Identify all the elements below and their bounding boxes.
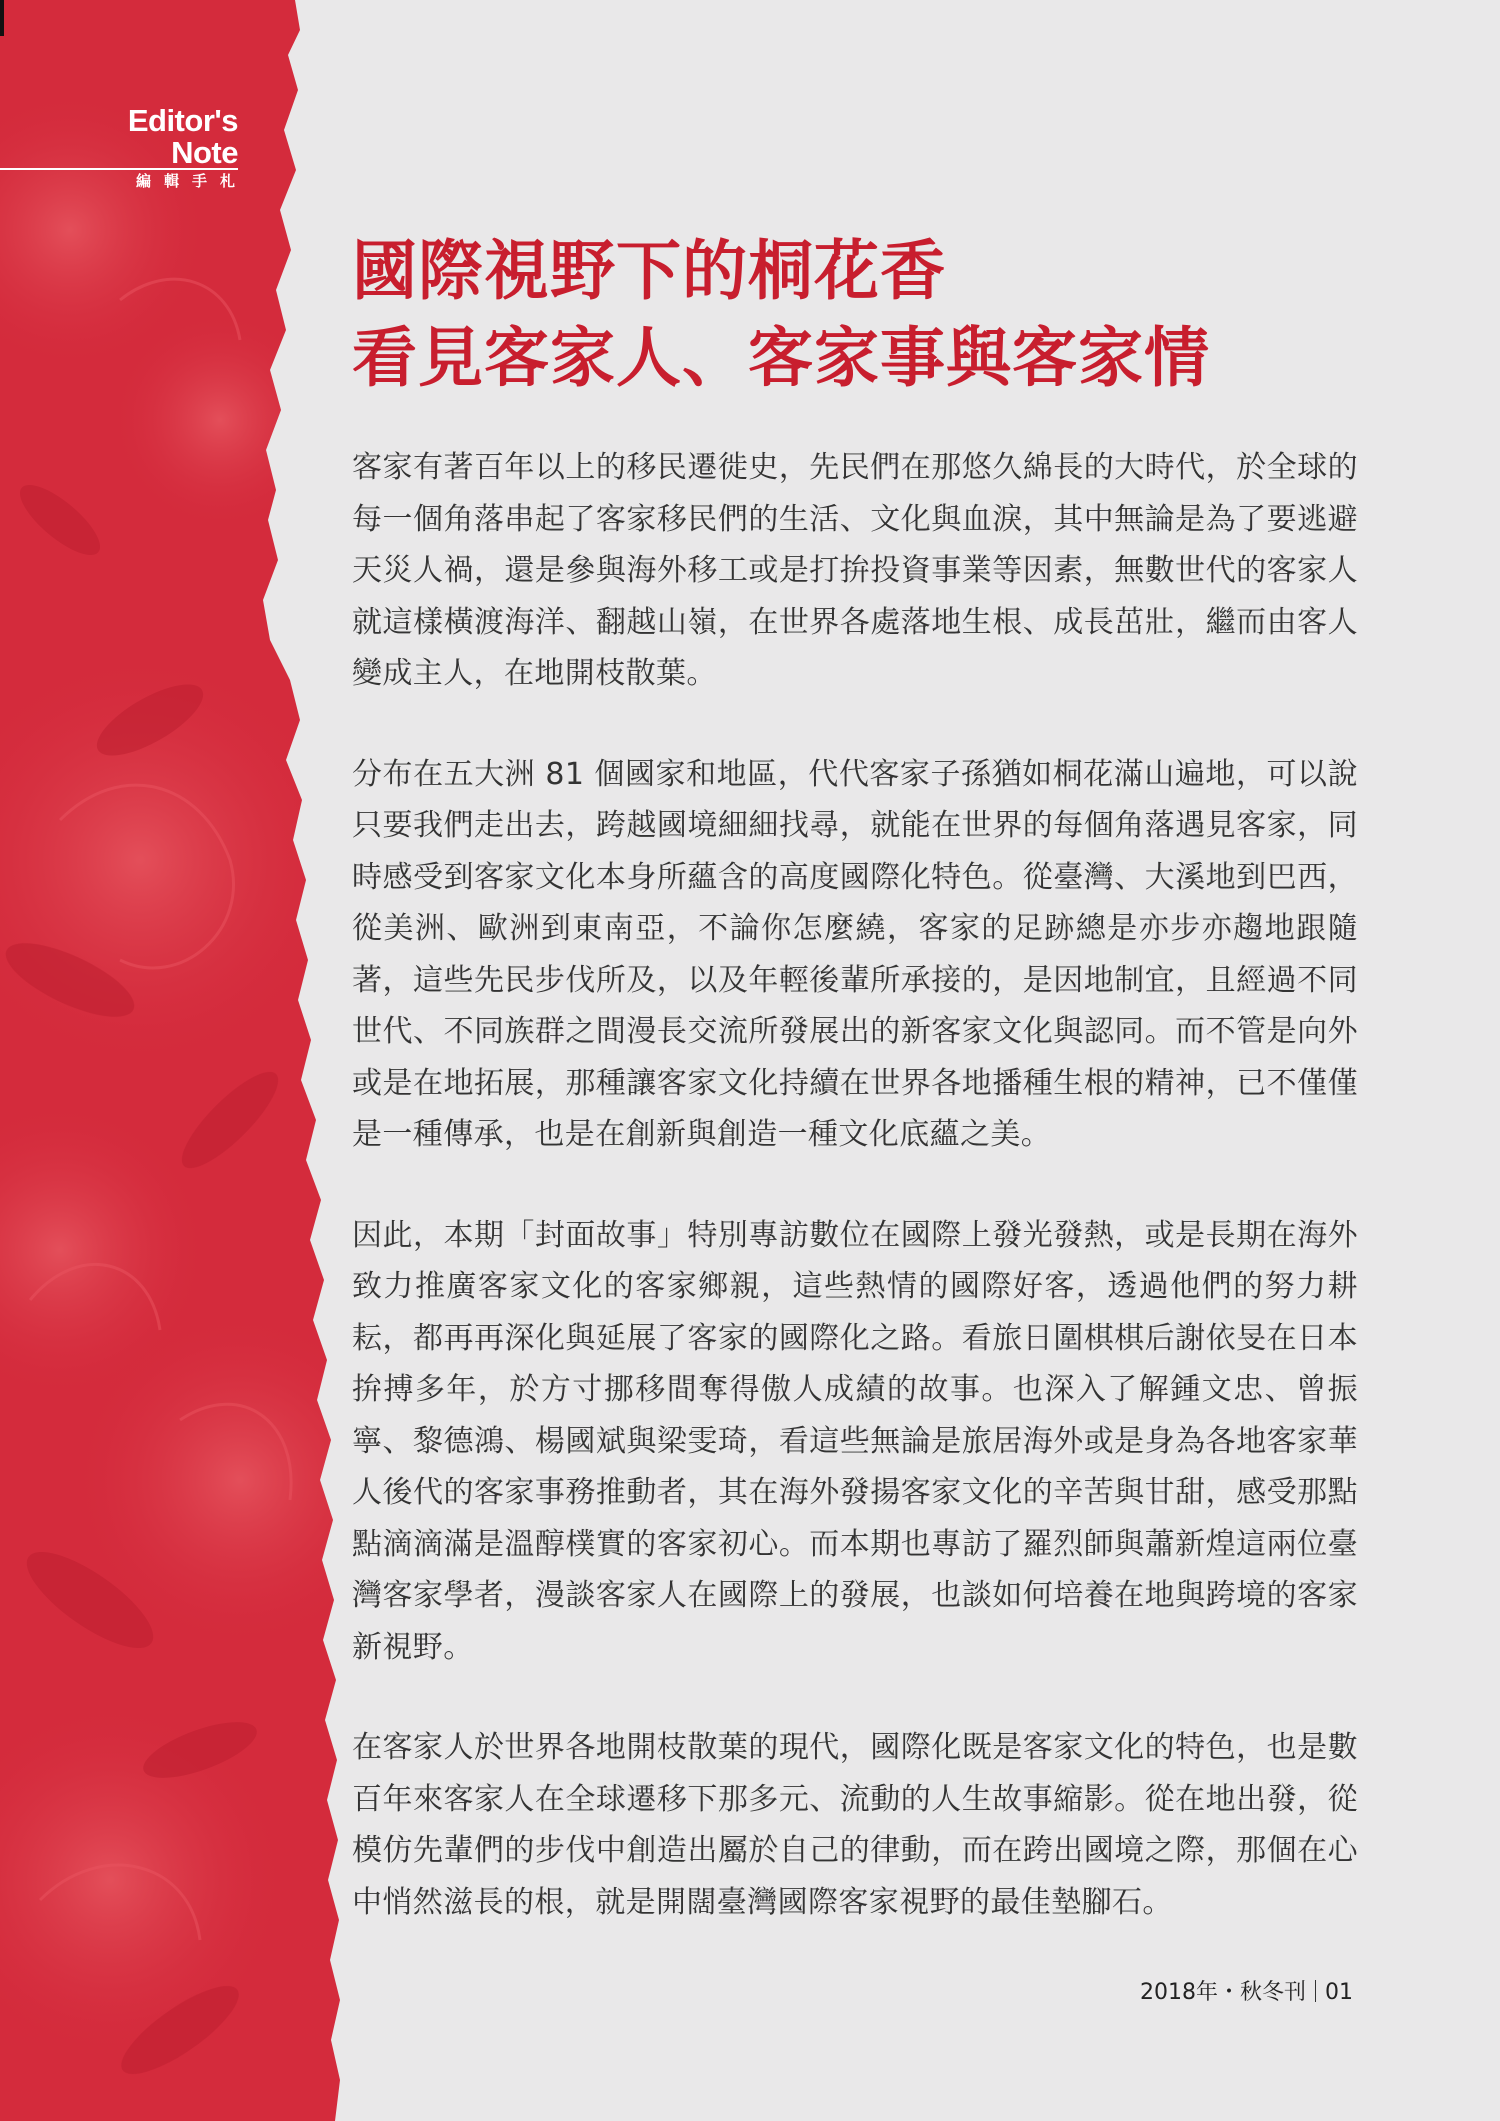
paragraph-4: 在客家人於世界各地開枝散葉的現代，國際化既是客家文化的特色，也是數百年來客家人在全球遷移下那多元、流動的人生故事縮影。從在地出發，從模仿先輩們的步伐中創造出屬於自己的律動，而在跨出國境之際，那個在心中悄然滋長的根，就是開闊臺灣國際客家視野的最佳墊腳石。 xyxy=(352,1730,1358,1920)
page-footer xyxy=(1140,1978,1353,2008)
page-number: 01 xyxy=(1325,1980,1353,2005)
footer-divider xyxy=(1315,1980,1316,2002)
section-label-line1: Editor's xyxy=(127,103,238,138)
section-label xyxy=(0,103,248,192)
article-body xyxy=(352,442,1358,1977)
title-line1: 國際視野下的桐花香 xyxy=(352,234,947,309)
paragraph-1: 客家有著百年以上的移民遷徙史，先民們在那悠久綿長的大時代，於全球的每一個角落串起了客家移民們的生活、文化與血淚，其中無論是為了要逃避天災人禍，還是參與海外移工或是打拚投資事業等因素，無數世代的客家人就這樣橫渡海洋、翻越山嶺，在世界各處落地生根、成長茁壯，繼而由客人變成主人，在地開枝散葉。 xyxy=(352,450,1358,691)
issue-label: 2018年・秋冬刊 xyxy=(1140,1980,1306,2005)
section-label-chinese: 編輯手札 xyxy=(135,172,248,190)
section-label-line2: Note xyxy=(0,138,238,170)
paragraph-3: 因此，本期「封面故事」特別專訪數位在國際上發光發熱，或是長期在海外致力推廣客家文化的客家鄉親，這些熱情的國際好客，透過他們的努力耕耘，都再再深化與延展了客家的國際化之路。看旅日圍棋棋后謝依旻在日本拚搏多年，於方寸挪移間奪得傲人成績的故事。也深入了解鍾文忠、曾振寧、黎德鴻、楊國斌與梁雯琦，看這些無論是旅居海外或是身為各地客家華人後代的客家事務推動者，其在海外發揚客家文化的辛苦與甘甜，感受那點點滴滴滿是溫醇樸實的客家初心。而本期也專訪了羅烈師與蕭新煌這兩位臺灣客家學者，漫談客家人在國際上的發展，也談如何培養在地與跨境的客家新視野。 xyxy=(352,1217,1358,1665)
floral-red-panel xyxy=(0,0,340,2121)
title-line2: 看見客家人、客家事與客家情 xyxy=(352,321,1211,396)
paragraph-2: 分布在五大洲 81 個國家和地區，代代客家子孫猶如桐花滿山遍地，可以說只要我們走出去，跨越國境細細找尋，就能在世界的每個角落遇見客家，同時感受到客家文化本身所蘊含的高度國際化特色。從臺灣、大溪地到巴西，從美洲、歐洲到東南亞，不論你怎麼繞，客家的足跡總是亦步亦趨地跟隨著，這些先民步伐所及，以及年輕後輩所承接的，是因地制宜，且經過不同世代、不同族群之間漫長交流所發展出的新客家文化與認同。而不管是向外或是在地拓展，那種讓客家文化持續在世界各地播種生根的精神，已不僅僅是一種傳承，也是在創新與創造一種文化底蘊之美。 xyxy=(352,756,1358,1152)
corner-mark xyxy=(0,0,4,36)
page-title xyxy=(352,228,1392,402)
